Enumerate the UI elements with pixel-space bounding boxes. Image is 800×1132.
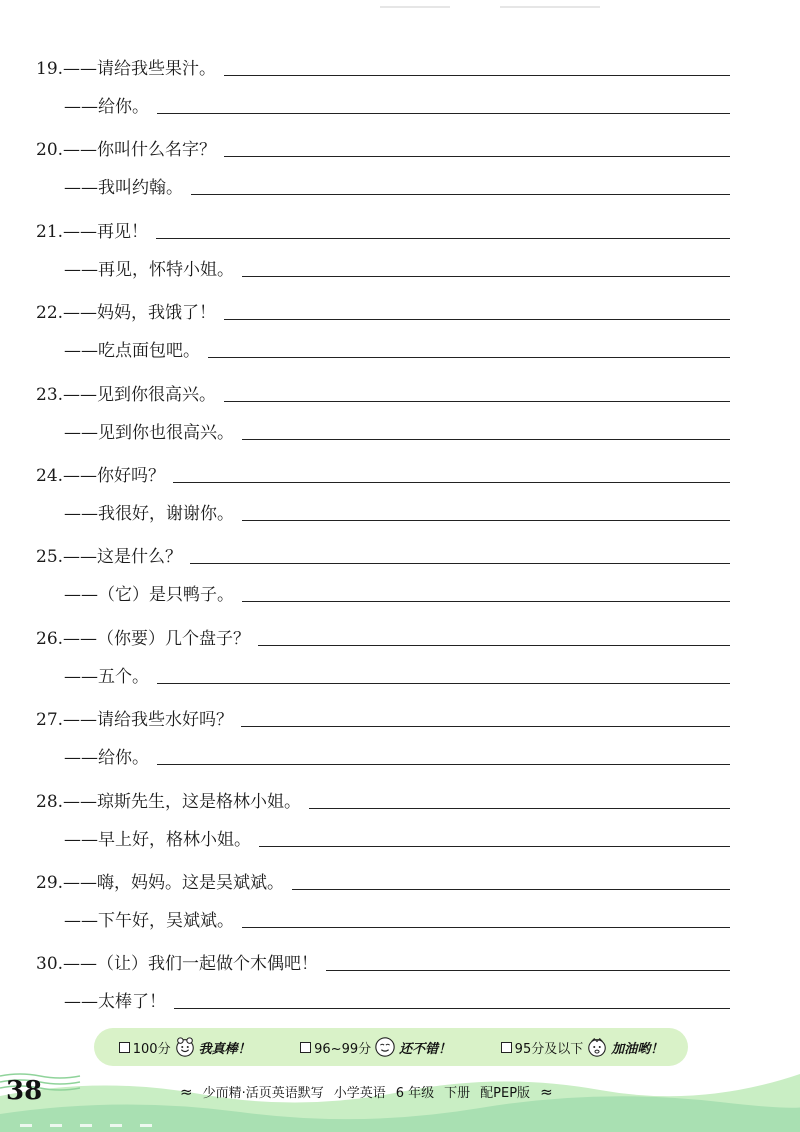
rating-comment: 加油哟！: [611, 1041, 664, 1057]
edition: 配PEP版: [480, 1086, 531, 1101]
rating-checkbox-100[interactable]: [119, 1042, 130, 1053]
question-text: ——琼斯先生，这是格林小姐。: [63, 791, 302, 812]
question-answer-blank[interactable]: [224, 74, 730, 76]
exercise-question-line: [36, 382, 730, 406]
question-answer-blank[interactable]: [241, 725, 730, 727]
exercise-question-line: [36, 137, 730, 161]
question-answer-blank[interactable]: [326, 969, 730, 971]
question-text: ——请给我些水好吗？: [63, 710, 234, 731]
exercise-answer-line: [64, 94, 730, 118]
answer-blank[interactable]: [157, 112, 730, 114]
top-scan-marks: [0, 6, 800, 10]
exercise-answer-line: [64, 175, 730, 199]
book-title: 少而精·活页英语默写: [202, 1086, 324, 1101]
question-text: ——妈妈，我饿了！: [63, 303, 217, 324]
exercise-number: 20.: [36, 140, 64, 161]
answer-blank[interactable]: [242, 519, 730, 521]
question-answer-blank[interactable]: [173, 481, 730, 483]
question-text: ——再见！: [63, 221, 149, 242]
answer-text: ——（它）是只鸭子。: [64, 585, 234, 606]
exercise-number: 23.: [36, 384, 64, 405]
exercise-answer-line: [64, 908, 730, 932]
answer-blank[interactable]: [174, 1007, 730, 1009]
answer-blank[interactable]: [191, 193, 730, 195]
answer-blank[interactable]: [208, 356, 730, 358]
answer-text: ——再见，怀特小姐。: [64, 259, 234, 280]
smile-face-icon: [374, 1036, 396, 1058]
exercise-answer-line: [64, 420, 730, 444]
answer-text: ——我很好，谢谢你。: [64, 504, 234, 524]
exercise-number: 30.: [36, 954, 64, 975]
answer-blank[interactable]: [157, 682, 730, 684]
rating-checkbox-96-99[interactable]: [300, 1042, 311, 1053]
answer-blank[interactable]: [242, 926, 730, 928]
exercise-number: 21.: [36, 221, 64, 242]
question-text: ——请给我些果汁。: [63, 59, 217, 79]
answer-blank[interactable]: [157, 763, 730, 765]
rating-item-95-below: [501, 1036, 664, 1058]
exercise-number: 28.: [36, 791, 64, 812]
answer-text: ——五个。: [64, 666, 149, 687]
answer-text: ——给你。: [64, 97, 149, 117]
question-answer-blank[interactable]: [224, 155, 730, 157]
answer-text: ——我叫约翰。: [64, 178, 183, 199]
exercise-answer-line: [64, 582, 730, 606]
rating-item-100: [119, 1036, 251, 1058]
answer-text: ——见到你也很高兴。: [64, 422, 234, 443]
answer-text: ——吃点面包吧。: [64, 341, 200, 362]
rating-item-96-99: [300, 1036, 451, 1058]
question-text: ——见到你很高兴。: [63, 384, 217, 405]
grade: 6 年级: [395, 1086, 435, 1101]
exercise-question-line: [36, 789, 730, 813]
question-text: ——（让）我们一起做个木偶吧！: [63, 954, 319, 975]
exercise-answer-line: [64, 664, 730, 688]
exercise-number: 27.: [36, 710, 64, 731]
exercise-question-line: [36, 707, 730, 731]
rating-score: 100分: [132, 1041, 171, 1057]
exercise-number: 26.: [36, 628, 64, 649]
exercise-question-line: [36, 544, 730, 568]
answer-text: ——太棒了！: [64, 992, 166, 1013]
question-text: ——这是什么？: [63, 547, 183, 568]
exercise-number: 24.: [36, 466, 64, 486]
cheer-face-icon: [586, 1036, 608, 1058]
wave-right-icon: ≈: [540, 1082, 553, 1101]
question-text: ——你叫什么名字？: [63, 140, 217, 161]
answer-blank[interactable]: [242, 438, 730, 440]
wave-left-icon: ≈: [180, 1082, 193, 1101]
rating-comment: 我真棒！: [198, 1041, 251, 1057]
exercise-number: 29.: [36, 873, 64, 893]
question-text: ——你好吗？: [63, 466, 166, 486]
rating-comment: 还不错！: [399, 1041, 452, 1057]
page-number: 38: [6, 1076, 43, 1106]
question-answer-blank[interactable]: [292, 888, 730, 890]
exercise-question-line: [36, 219, 730, 243]
exercise-answer-line: [64, 501, 730, 525]
rating-score: 95分及以下: [514, 1041, 584, 1057]
rating-checkbox-95-below[interactable]: [501, 1042, 512, 1053]
answer-blank[interactable]: [242, 600, 730, 602]
exercise-answer-line: [64, 338, 730, 362]
answer-text: ——给你。: [64, 748, 149, 769]
exercise-answer-line: [64, 745, 730, 769]
exercise-answer-line: [64, 827, 730, 851]
exercise-question-line: [36, 56, 730, 80]
exercise-answer-line: [64, 257, 730, 281]
question-answer-blank[interactable]: [309, 807, 730, 809]
question-text: ——（你要）几个盘子？: [63, 628, 251, 649]
answer-text: ——下午好，吴斌斌。: [64, 911, 234, 931]
self-rating-bar: [94, 1028, 688, 1066]
exercise-number: 19.: [36, 59, 64, 79]
volume: 下册: [444, 1086, 471, 1101]
exercise-question-line: [36, 463, 730, 487]
question-answer-blank[interactable]: [156, 237, 730, 239]
answer-blank[interactable]: [259, 845, 730, 847]
question-answer-blank[interactable]: [224, 318, 730, 320]
answer-blank[interactable]: [242, 275, 730, 277]
exercise-question-line: [36, 951, 730, 975]
exercise-answer-line: [64, 989, 730, 1013]
question-answer-blank[interactable]: [190, 562, 730, 564]
exercise-number: 22.: [36, 303, 64, 324]
exercise-question-line: [36, 300, 730, 324]
exercise-question-line: [36, 626, 730, 650]
happy-face-icon: [174, 1036, 196, 1058]
subject: 小学英语: [333, 1086, 386, 1101]
answer-text: ——早上好，格林小姐。: [64, 829, 251, 850]
question-answer-blank[interactable]: [224, 400, 730, 402]
footer-book-info: [180, 1082, 620, 1101]
exercise-number: 25.: [36, 547, 64, 568]
exercise-question-line: [36, 870, 730, 894]
question-text: ——嗨，妈妈。这是吴斌斌。: [63, 873, 285, 893]
rating-score: 96~99分: [314, 1041, 372, 1057]
question-answer-blank[interactable]: [258, 644, 730, 646]
